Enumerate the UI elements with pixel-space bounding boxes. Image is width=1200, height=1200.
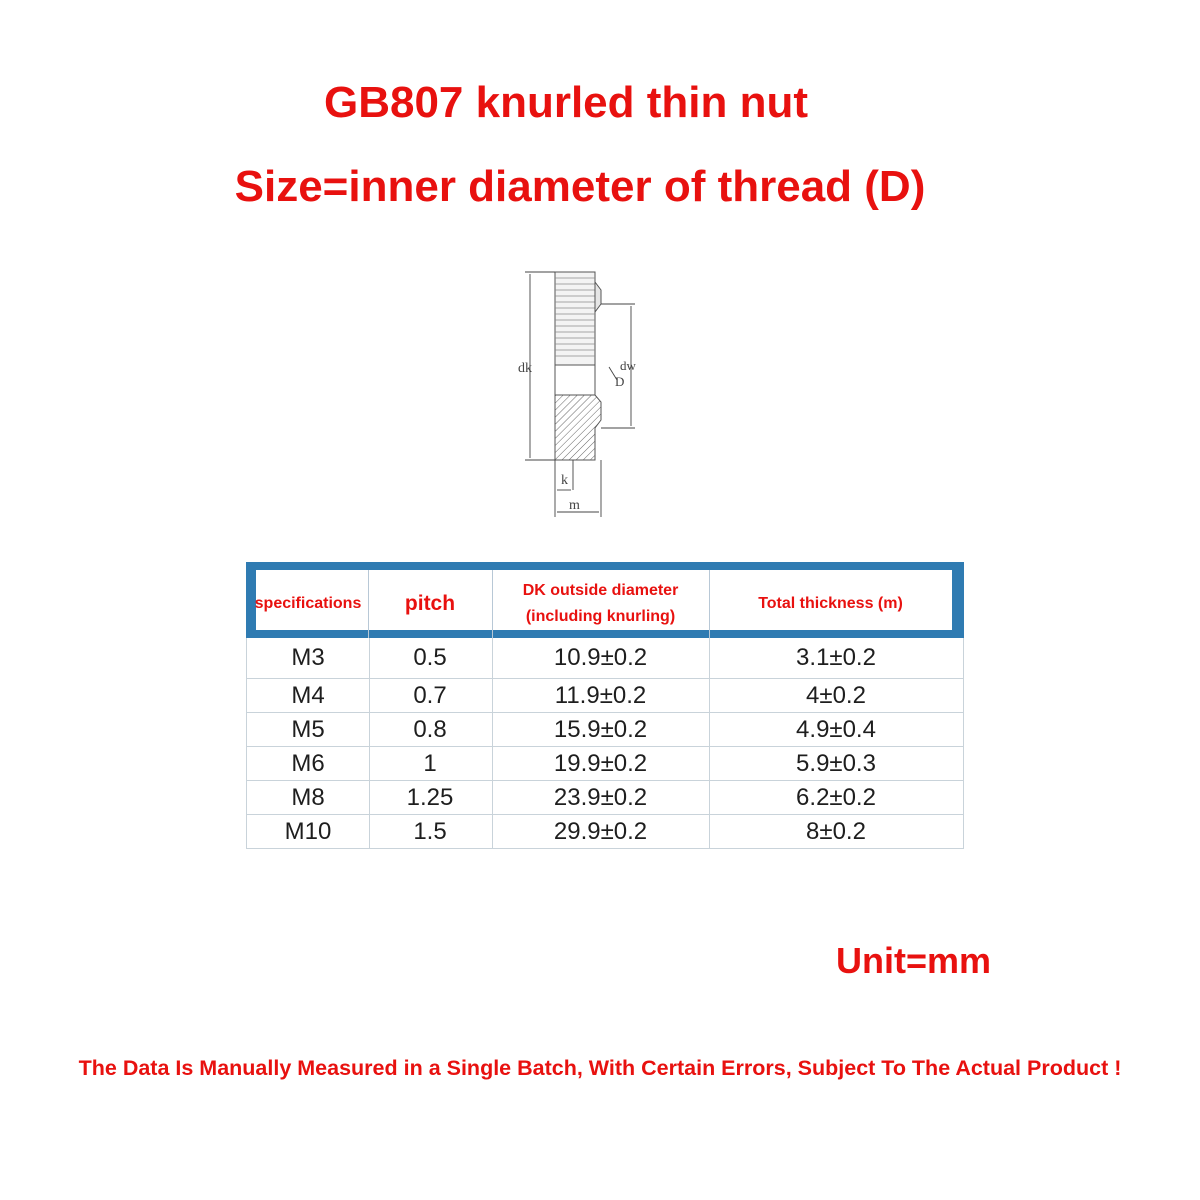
table-row xyxy=(246,747,964,781)
dk-label: dk xyxy=(518,361,532,376)
cell-spec: M5 xyxy=(246,713,370,746)
cell-dk: 10.9±0.2 xyxy=(492,638,710,678)
page-title: GB807 knurled thin nut xyxy=(323,78,809,127)
table-body xyxy=(246,638,964,849)
dw-label: dw xyxy=(620,358,636,373)
cell-pitch: 0.7 xyxy=(368,679,493,712)
header-dk-line1: DK outside diameter xyxy=(522,582,679,599)
cell-pitch: 1 xyxy=(368,747,493,780)
header-specifications: specifications xyxy=(248,570,369,638)
header-dk-line2: (including knurling) xyxy=(525,608,676,625)
cell-pitch: 0.8 xyxy=(368,713,493,746)
cell-thickness: 4±0.2 xyxy=(709,679,964,712)
cell-dk: 23.9±0.2 xyxy=(492,781,710,814)
k-label: k xyxy=(561,473,568,488)
cell-thickness: 4.9±0.4 xyxy=(709,713,964,746)
cell-pitch: 1.25 xyxy=(368,781,493,814)
m-label: m xyxy=(569,498,580,513)
cell-pitch: 1.5 xyxy=(368,815,493,848)
unit-label: Unit=mm xyxy=(836,940,992,981)
cell-spec: M8 xyxy=(246,781,370,814)
header-pitch: pitch xyxy=(368,570,493,638)
table-row xyxy=(246,679,964,713)
cell-dk: 15.9±0.2 xyxy=(492,713,710,746)
cell-dk: 11.9±0.2 xyxy=(492,679,710,712)
cell-spec: M6 xyxy=(246,747,370,780)
table-row xyxy=(246,781,964,815)
page-subtitle: Size=inner diameter of thread (D) xyxy=(234,162,926,211)
cell-dk: 19.9±0.2 xyxy=(492,747,710,780)
spec-table xyxy=(246,562,964,846)
header-dk xyxy=(492,570,710,638)
disclaimer-text: The Data Is Manually Measured in a Single Batch, With Certain Errors, Subject To The Actual Product ! xyxy=(78,1056,1122,1080)
cell-thickness: 3.1±0.2 xyxy=(709,638,964,678)
table-row xyxy=(246,815,964,849)
table-row xyxy=(246,638,964,679)
d-label: D xyxy=(615,374,625,389)
cell-spec: M3 xyxy=(246,638,370,678)
thread-bore xyxy=(555,365,595,395)
cell-thickness: 6.2±0.2 xyxy=(709,781,964,814)
cell-thickness: 5.9±0.3 xyxy=(709,747,964,780)
table-header xyxy=(256,570,952,630)
nut-cross-section-diagram xyxy=(505,262,655,527)
cell-dk: 29.9±0.2 xyxy=(492,815,710,848)
cell-spec: M4 xyxy=(246,679,370,712)
cell-spec: M10 xyxy=(246,815,370,848)
header-thickness: Total thickness (m) xyxy=(758,595,903,612)
knurled-section xyxy=(555,272,601,365)
cell-thickness: 8±0.2 xyxy=(709,815,964,848)
hatched-section xyxy=(555,395,601,460)
table-row xyxy=(246,713,964,747)
cell-pitch: 0.5 xyxy=(368,638,493,678)
